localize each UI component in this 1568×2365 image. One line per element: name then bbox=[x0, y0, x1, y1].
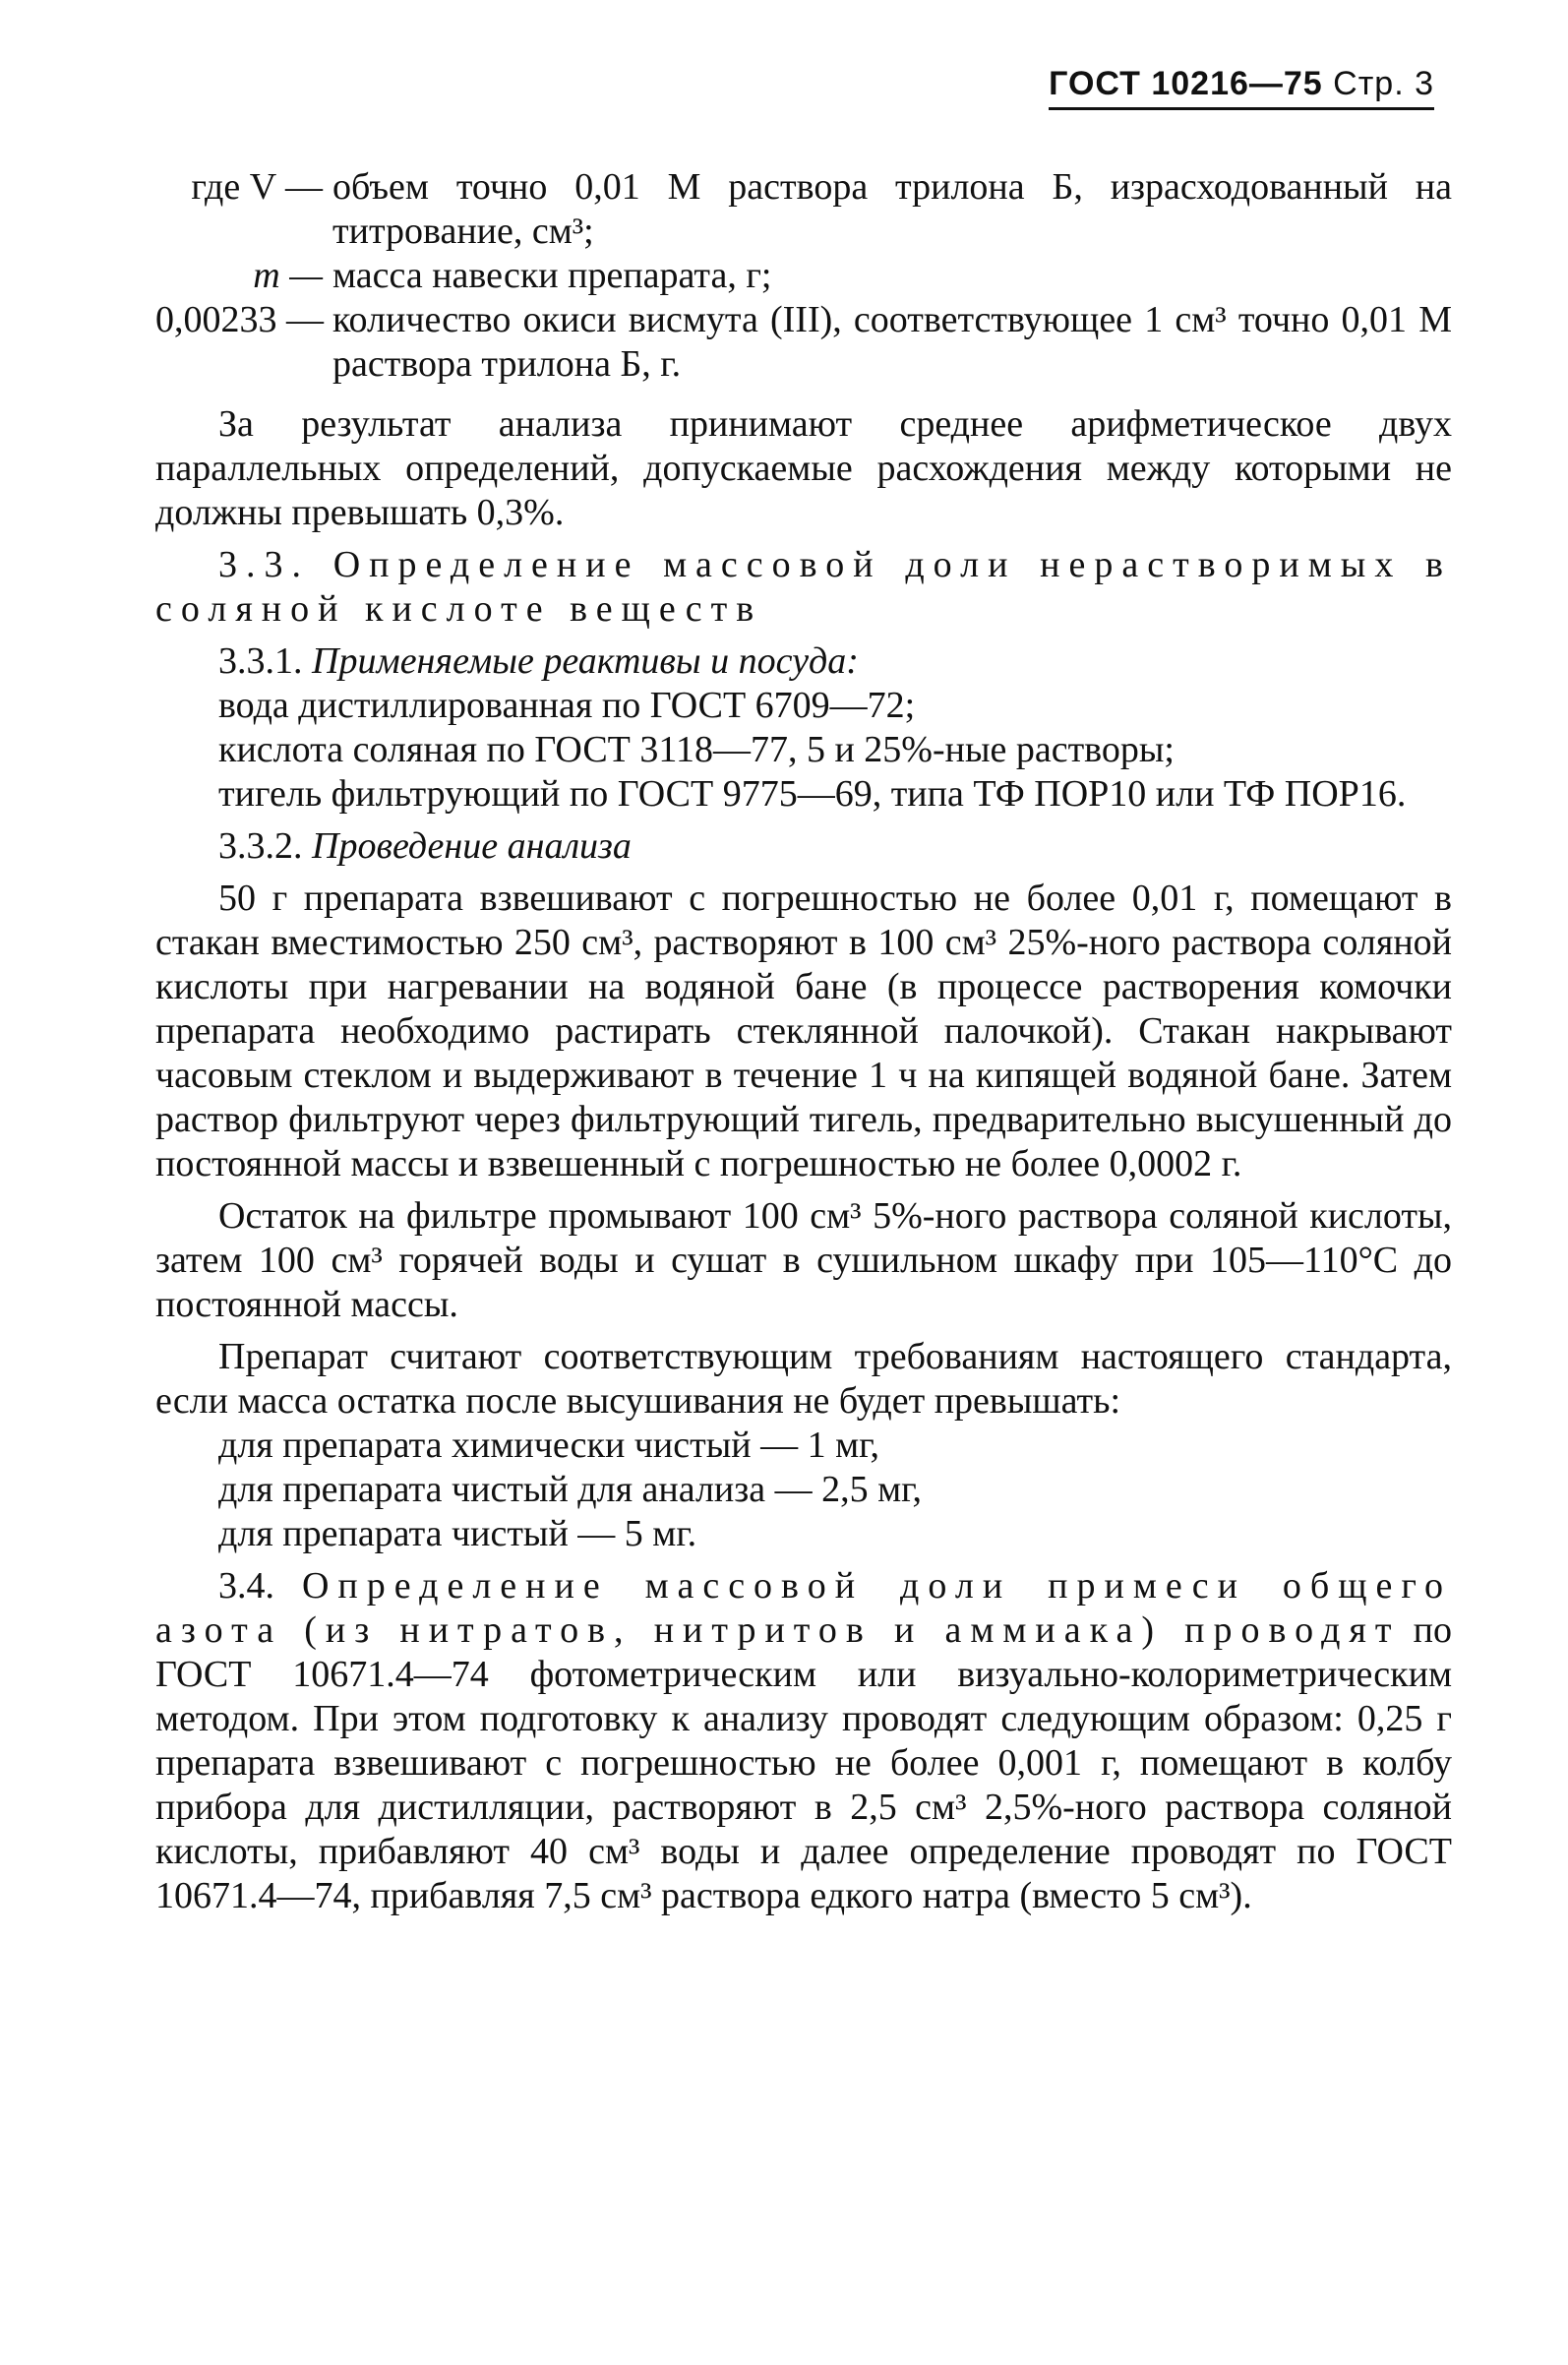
reagent-water: вода дистиллированная по ГОСТ 6709—72; bbox=[218, 685, 916, 726]
reagent-crucible: тигель фильтрующий по ГОСТ 9775—69, типа ТФ ПОР10 или ТФ ПОР16. bbox=[218, 773, 1407, 815]
analysis-paragraph-2: Остаток на фильтре промывают 100 см³ 5%-ного раствора соляной кислоты, затем 100 см³ горячей воды и сушат в сушильном шкафу при 105—110°С до постоянной массы. bbox=[155, 1195, 1452, 1325]
page-header bbox=[1049, 65, 1434, 110]
section-3-3-2-title: Проведение анализа bbox=[312, 825, 632, 867]
section-3-3-1-heading bbox=[155, 639, 1452, 684]
section-3-3-heading: 3.3. Определение массовой доли нерастворимых в соляной кислоте веществ bbox=[155, 544, 1452, 630]
section-3-4-paragraph bbox=[155, 1564, 1452, 1918]
limit-item-analysis-pure: для препарата чистый для анализа — 2,5 мг, bbox=[218, 1469, 922, 1510]
section-3-4-number: 3.4. bbox=[218, 1565, 274, 1607]
legend-symbol-coef: 0,00233 — bbox=[155, 299, 324, 340]
limit-item-pure: для препарата чистый — 5 мг. bbox=[218, 1513, 697, 1554]
standard-number: ГОСТ 10216—75 bbox=[1049, 65, 1323, 102]
legend-text-v: объем точно 0,01 М раствора трилона Б, израсходованный на титрование, см³; bbox=[332, 166, 1452, 252]
analysis-paragraph-1: 50 г препарата взвешивают с погрешностью не более 0,01 г, помещают в стакан вместимостью 250 см³, растворяют в 100 см³ 25%-ного раствора соляной кислоты при нагревании на водяной бане (в процессе растворения комочки препарата необходимо растирать стеклянной палочкой). Стакан накрывают часовым стеклом и выдерживают в течение 1 ч на кипящей водяной бане. Затем раствор фильтруют через фильтрующий тигель, предварительно высушенный до постоянной массы и взвешенный с погрешностью не более 0,0002 г. bbox=[155, 878, 1452, 1184]
formula-legend bbox=[155, 165, 1452, 387]
section-3-3-1-title: Применяемые реактивы и посуда: bbox=[312, 640, 859, 682]
page-number: Стр. 3 bbox=[1333, 65, 1434, 102]
legend-symbol-v: где V — bbox=[191, 166, 323, 208]
section-3-3-1-number: 3.3.1. bbox=[218, 640, 303, 682]
legend-text-m: масса навески препарата, г; bbox=[332, 255, 772, 296]
page-content bbox=[155, 165, 1452, 1918]
section-3-4-title: Определение массовой доли примеси общего азота (из нитратов, нитритов и аммиака) проводят bbox=[155, 1565, 1452, 1651]
legend-text-coef: количество окиси висмута (III), соответствующее 1 см³ точно 0,01 М раствора трилона Б, г. bbox=[332, 299, 1452, 385]
result-paragraph: За результат анализа принимают среднее арифметическое двух параллельных определений, допускаемые расхождения между которыми не должны превышать 0,3%. bbox=[155, 403, 1452, 533]
limit-item-chemically-pure: для препарата химически чистый — 1 мг, bbox=[218, 1425, 879, 1466]
reagent-acid: кислота соляная по ГОСТ 3118—77, 5 и 25%-ные растворы; bbox=[218, 729, 1175, 770]
legend-symbol-m: m — bbox=[253, 255, 323, 296]
section-3-4-text: по ГОСТ 10671.4—74 фотометрическим или визуально-колориметрическим методом. При этом подготовку к анализу проводят следующим образом: 0,25 г препарата взвешивают с погрешностью не более 0,001 г, помещают в колбу прибора для дистилляции, растворяют в 2,5 см³ 2,5%-ного раствора соляной кислоты, прибавляют 40 см³ воды и далее определение проводят по ГОСТ 10671.4—74, прибавляя 7,5 см³ раствора едкого натра (вместо 5 см³). bbox=[155, 1609, 1453, 1916]
section-3-3-2-number: 3.3.2. bbox=[218, 825, 303, 867]
section-3-3-2-heading bbox=[155, 824, 1452, 869]
analysis-paragraph-3: Препарат считают соответствующим требованиям настоящего стандарта, если масса остатка после высушивания не будет превышать: bbox=[155, 1336, 1452, 1422]
